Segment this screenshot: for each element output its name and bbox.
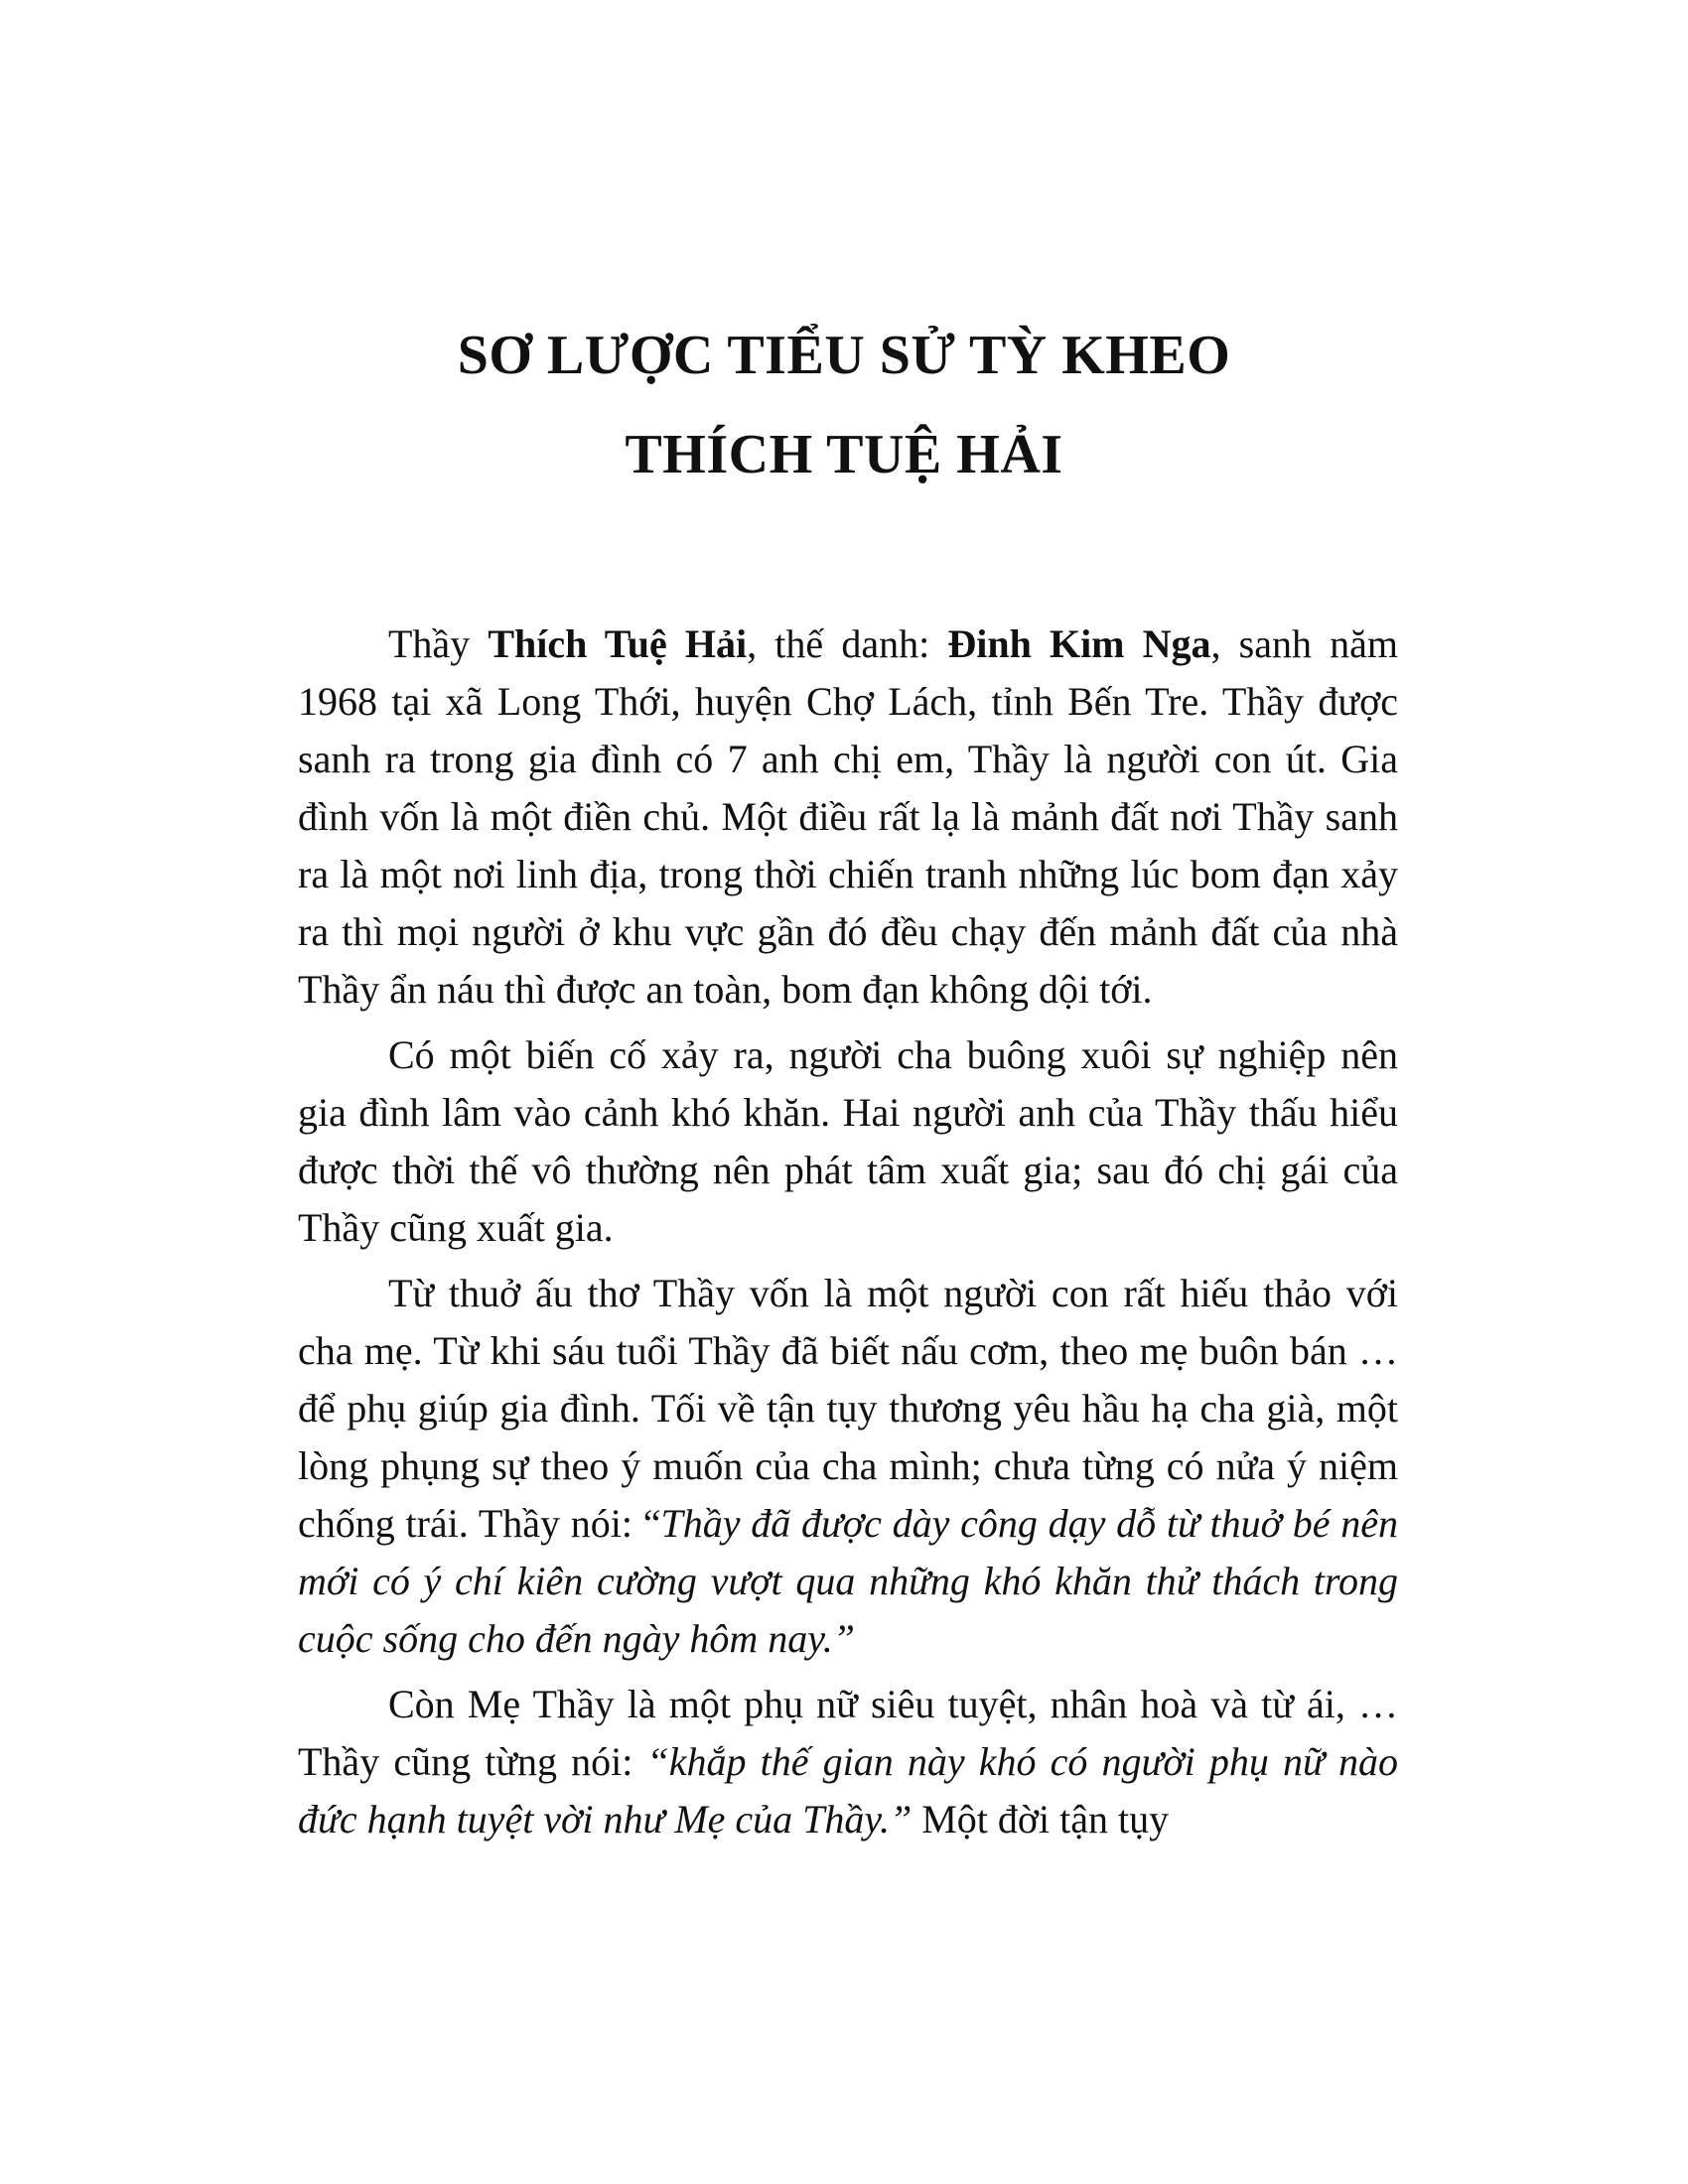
- text-segment: , sanh năm 1968 tại xã Long Thới, huyện Chợ Lách, tỉnh Bến Tre. Thầy được sanh ra trong gia đình có 7 anh chị em, Thầy là người con út. Gia đình vốn là một điền chủ. Một điều rất lạ là mảnh đất nơi Thầy sanh ra là một nơi linh địa, trong thời chiến tranh những lúc bom đạn xảy ra thì mọi người ở khu vực gần đó đều chạy đến mảnh đất của nhà Thầy ẩn náu thì được an toàn, bom đạn không dội tới.: [298, 621, 1399, 1012]
- monastic-name: Thích Tuệ Hải: [488, 621, 748, 666]
- paragraph-4: [298, 1676, 1398, 1848]
- quote-italic: “khắp thế gian này khó có người phụ nữ nào đức hạnh tuyệt vời như Mẹ của Thầy.”: [298, 1739, 1398, 1842]
- lay-name: Đinh Kim Nga: [947, 621, 1211, 666]
- text-segment: Còn Mẹ Thầy là một phụ nữ siêu tuyệt, nhân hoà và từ ái, … Thầy cũng từng nói:: [298, 1682, 1398, 1784]
- biography-body: [298, 615, 1398, 1856]
- paragraph-1: [298, 615, 1398, 1019]
- text-segment: Từ thuở ấu thơ Thầy vốn là một người con rất hiếu thảo với cha mẹ. Từ khi sáu tuổi Thầy đã biết nấu cơm, theo mẹ buôn bán … để phụ giúp gia đình. Tối về tận tụy thương yêu hầu hạ cha già, một lòng phụng sự theo ý muốn của cha mình; chưa từng có nửa ý niệm chống trái. Thầy nói: “: [298, 1271, 1398, 1546]
- text-segment: , thế danh:: [747, 621, 948, 666]
- page-title-line-2: THÍCH TUỆ HẢI: [625, 424, 1063, 485]
- page-title-line-1: SƠ LƯỢC TIỂU SỬ TỲ KHEO: [457, 325, 1231, 386]
- paragraph-2: [298, 1026, 1398, 1257]
- text-segment: Một đời tận tụy: [912, 1797, 1170, 1842]
- quote-italic: Thầy đã được dày công dạy dỗ từ thuở bé nên mới có ý chí kiên cường vượt qua những khó khăn thử thách trong cuộc sống cho đến ngày hôm nay.”: [298, 1501, 1399, 1661]
- text-segment: Thầy: [388, 621, 489, 666]
- text-segment: Có một biến cố xảy ra, người cha buông xuôi sự nghiệp nên gia đình lâm vào cảnh khó khăn. Hai người anh của Thầy thấu hiểu được thời thế vô thường nên phát tâm xuất gia; sau đó chị gái của Thầy cũng xuất gia.: [298, 1032, 1398, 1250]
- paragraph-3: [298, 1265, 1398, 1668]
